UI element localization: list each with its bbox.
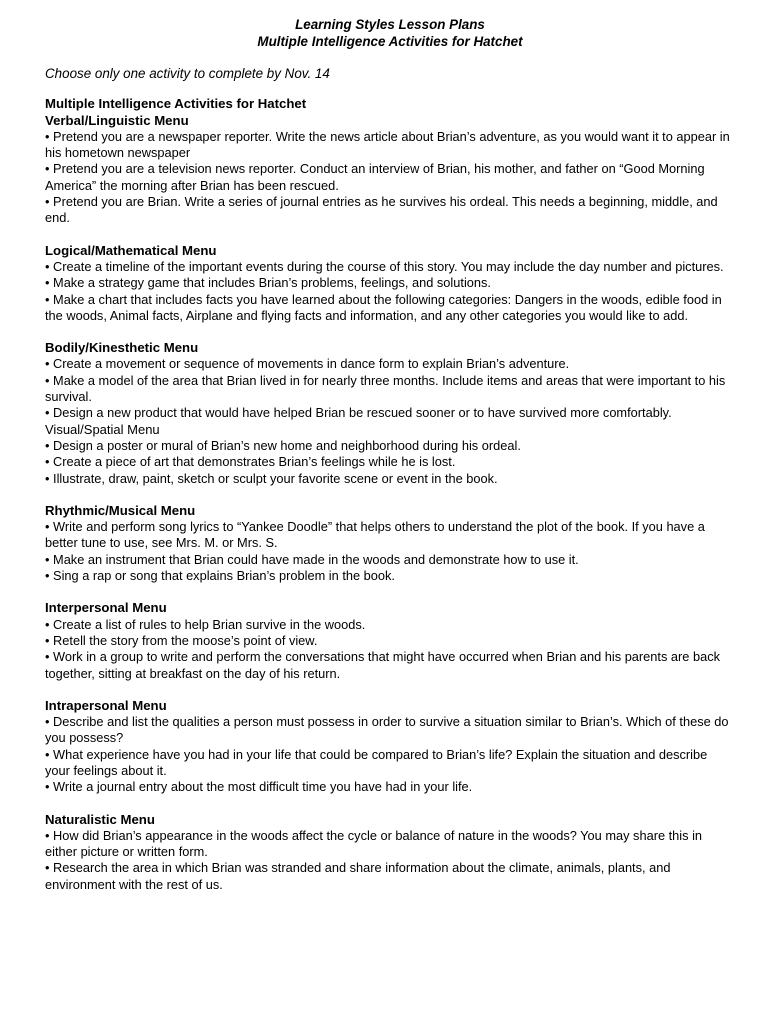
list-item: • Work in a group to write and perform the conversations that might have occurred when Brian and his parents are back together, sitting at breakfast on the day of his return. [45,649,721,681]
list-item: • Design a poster or mural of Brian’s new home and neighborhood during his ordeal. [45,437,521,453]
section-verbal-linguistic [45,113,735,227]
overall-heading: Multiple Intelligence Activities for Hatchet [45,96,307,112]
section-heading: Intrapersonal Menu [45,697,167,713]
list-item: • Pretend you are Brian. Write a series of journal entries as he survives his ordeal. This needs a beginning, middle, and end. [45,194,718,226]
section-interpersonal [45,600,735,681]
list-item: • Create a timeline of the important events during the course of this story. You may include the day number and pictures. [45,258,724,274]
list-item: • Pretend you are a television news reporter. Conduct an interview of Brian, his mother, and father on “Good Morning America” the morning after Brian has been rescued. [45,161,705,193]
section-intrapersonal [45,698,735,796]
section-visual-spatial [45,422,735,487]
list-item: • Write a journal entry about the most difficult time you have had in your life. [45,779,473,795]
list-item: • Create a piece of art that demonstrates Brian’s feelings while he is lost. [45,454,456,470]
list-item: • Sing a rap or song that explains Brian’s problem in the book. [45,568,395,584]
list-item: • Make a chart that includes facts you have learned about the following categories: Dangers in the woods, edible food in the woods, Animal facts, Airplane and flying facts and information, and any other categories you would like to add. [45,291,722,323]
section-heading: Logical/Mathematical Menu [45,242,217,258]
list-item: • Research the area in which Brian was stranded and share information about the climate, animals, plants, and environment with the rest of us. [45,860,671,892]
section-naturalistic [45,812,735,893]
list-item: • Retell the story from the moose’s point of view. [45,632,318,648]
section-heading: Rhythmic/Musical Menu [45,502,196,518]
section-heading: Visual/Spatial Menu [45,421,160,437]
list-item: • How did Brian’s appearance in the woods affect the cycle or balance of nature in the woods? You may share this in either picture or written form. [45,827,703,860]
list-item: • Describe and list the qualities a person must possess in order to survive a situation similar to Brian’s. Which of these do you possess? [45,714,729,746]
list-item: • What experience have you had in your life that could be compared to Brian’s life? Explain the situation and describe your feelings about it. [45,746,708,778]
list-item: • Make a model of the area that Brian lived in for nearly three months. Include items and areas that were important to his survival. [45,372,726,405]
list-item: • Write and perform song lyrics to “Yankee Doodle” that helps others to understand the plot of the book. If you have a better tune to use, see Mrs. M. or Mrs. S. [45,519,705,551]
section-heading: Naturalistic Menu [45,811,155,827]
list-item: • Illustrate, draw, paint, sketch or sculpt your favorite scene or event in the book. [45,470,498,486]
section-heading: Interpersonal Menu [45,600,167,616]
list-item: • Make an instrument that Brian could have made in the woods and demonstrate how to use it. [45,551,579,567]
section-heading: Bodily/Kinesthetic Menu [45,340,199,356]
section-bodily-kinesthetic [45,340,735,421]
section-logical-mathematical [45,243,735,324]
list-item: • Make a strategy game that includes Brian’s problems, feelings, and solutions. [45,275,491,291]
instructions-text: Choose only one activity to complete by Nov. 14 [45,66,330,81]
document-title-line-1: Learning Styles Lesson Plans [295,17,485,32]
document-page [45,16,735,909]
section-heading: Verbal/Linguistic Menu [45,112,189,128]
list-item: • Create a movement or sequence of movements in dance form to explain Brian’s adventure. [45,356,570,372]
section-rhythmic-musical [45,503,735,584]
list-item: • Pretend you are a newspaper reporter. Write the news article about Brian’s adventure, as you would want it to appear in his hometown newspaper [45,128,730,161]
document-title-line-2: Multiple Intelligence Activities for Hatchet [257,34,523,49]
list-item: • Create a list of rules to help Brian survive in the woods. [45,616,366,632]
list-item: • Design a new product that would have helped Brian be rescued sooner or to have survived more comfortably. [45,405,672,421]
